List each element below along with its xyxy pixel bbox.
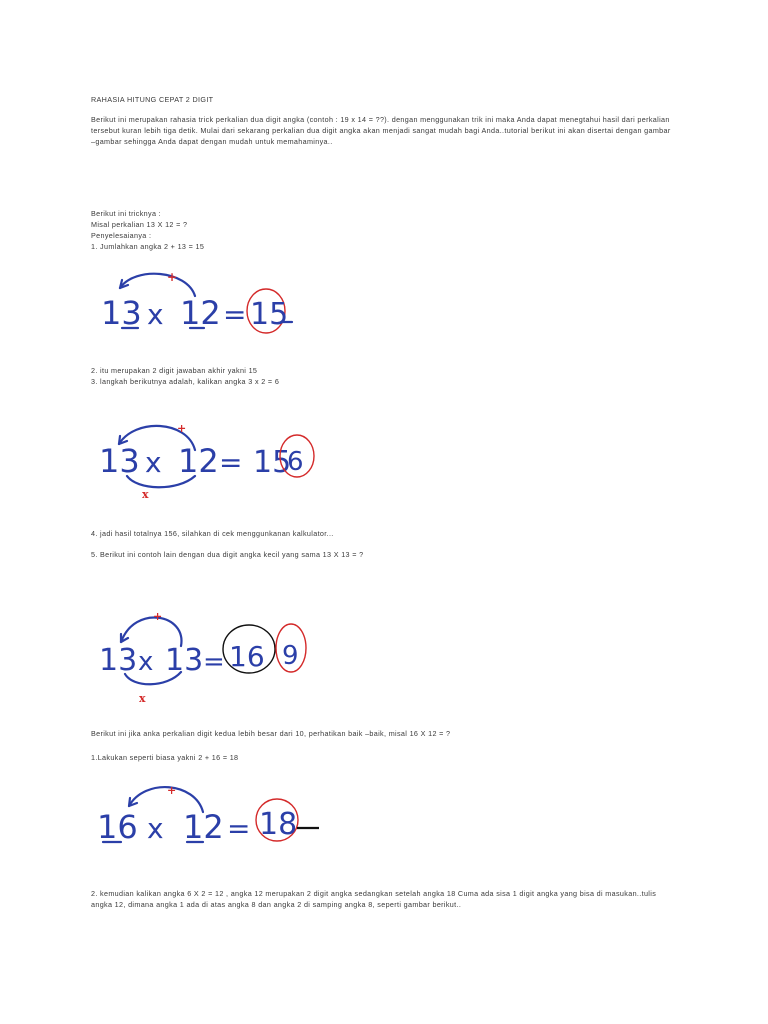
text-line-1: Berikut ini tricknya : bbox=[91, 209, 162, 218]
text-line-5: 2. itu merupakan 2 digit jawaban akhir yakni 15 bbox=[91, 366, 258, 375]
text-line-11: 2. kemudian kalikan angka 6 X 2 = 12 , angka 12 merupakan 2 digit angka sedangkan setelah angka 18 Cuma ada sisa 1 digit angka yang bisa di masukan..tulis angka 12, dimana angka 1 ada di atas angka 8 dan angka 2 di samping angka 8, seperti gambar berikut.. bbox=[91, 889, 657, 909]
fig4-equals: = bbox=[227, 812, 251, 845]
fig3-plus: + bbox=[153, 610, 163, 623]
fig3-left-number: 13 bbox=[99, 643, 138, 678]
fig2-result: 15 bbox=[253, 445, 292, 480]
fig3-right-number: 13 bbox=[165, 643, 204, 678]
figure-4 bbox=[95, 778, 325, 848]
text-line-8: 5. Berikut ini contoh lain dengan dua digit angka kecil yang sama 13 X 13 = ? bbox=[91, 550, 364, 559]
fig4-right-number: 12 bbox=[183, 808, 224, 846]
text-line-10: 1.Lakukan seperti biasa yakni 2 + 16 = 18 bbox=[91, 753, 239, 762]
fig2-operator: x bbox=[145, 446, 162, 479]
fig1-plus: + bbox=[167, 270, 178, 284]
figure-2 bbox=[95, 418, 325, 502]
fig4-result: 18 bbox=[259, 807, 298, 842]
fig1-right-number: 12 bbox=[180, 294, 221, 332]
fig3-equals: = bbox=[203, 647, 225, 677]
fig2-equals: = bbox=[219, 446, 243, 479]
fig3-circled-black: 16 bbox=[229, 640, 265, 673]
fig1-left-number: 13 bbox=[101, 294, 142, 332]
figure-1 bbox=[95, 264, 315, 336]
fig3-operator: x bbox=[138, 647, 154, 677]
fig1-result: 15 bbox=[250, 297, 289, 332]
fig1-operator: x bbox=[147, 298, 164, 331]
fig2-circled-digit: 6 bbox=[287, 447, 304, 477]
fig2-right-number: 12 bbox=[178, 442, 219, 480]
text-line-4: 1. Jumlahkan angka 2 + 13 = 15 bbox=[91, 242, 205, 251]
fig2-plus: + bbox=[177, 422, 187, 435]
fig4-left-number: 16 bbox=[97, 808, 138, 846]
doc-title: RAHASIA HITUNG CEPAT 2 DIGIT bbox=[91, 95, 214, 104]
fig2-times: x bbox=[142, 488, 149, 501]
fig3-times: x bbox=[139, 692, 146, 705]
text-line-6: 3. langkah berikutnya adalah, kalikan angka 3 x 2 = 6 bbox=[91, 377, 280, 386]
fig3-circled-red: 9 bbox=[282, 641, 299, 671]
text-line-7: 4. jadi hasil totalnya 156, silahkan di cek menggunkanan kalkulator... bbox=[91, 529, 334, 538]
intro-paragraph: Berikut ini merupakan rahasia trick perkalian dua digit angka (contoh : 19 x 14 = ??). dengan menggunakan trik ini maka Anda dapat menegtahui hasil dari perkalian tersebut kuran lebih tiga detik. Mulai dari sekarang perkalian dua digit angka akan menjadi sangat mudah bagi Anda..tutorial berikut ini akan disertai dengan gambar –gambar sehingga Anda dapat dengan mudah untuk memahaminya.. bbox=[91, 115, 671, 146]
text-line-2: Misal perkalian 13 X 12 = ? bbox=[91, 220, 188, 229]
fig2-left-number: 13 bbox=[99, 442, 140, 480]
text-line-3: Penyelesaianya : bbox=[91, 231, 152, 240]
text-line-9: Berikut ini jika anka perkalian digit kedua lebih besar dari 10, perhatikan baik –baik, misal 16 X 12 = ? bbox=[91, 729, 451, 738]
fig4-plus: + bbox=[167, 784, 177, 797]
fig1-equals: = bbox=[223, 298, 247, 331]
fig1-arrow bbox=[120, 274, 195, 296]
fig4-operator: x bbox=[147, 812, 164, 845]
figure-3 bbox=[95, 602, 325, 706]
fig3-arrow bbox=[121, 617, 181, 646]
